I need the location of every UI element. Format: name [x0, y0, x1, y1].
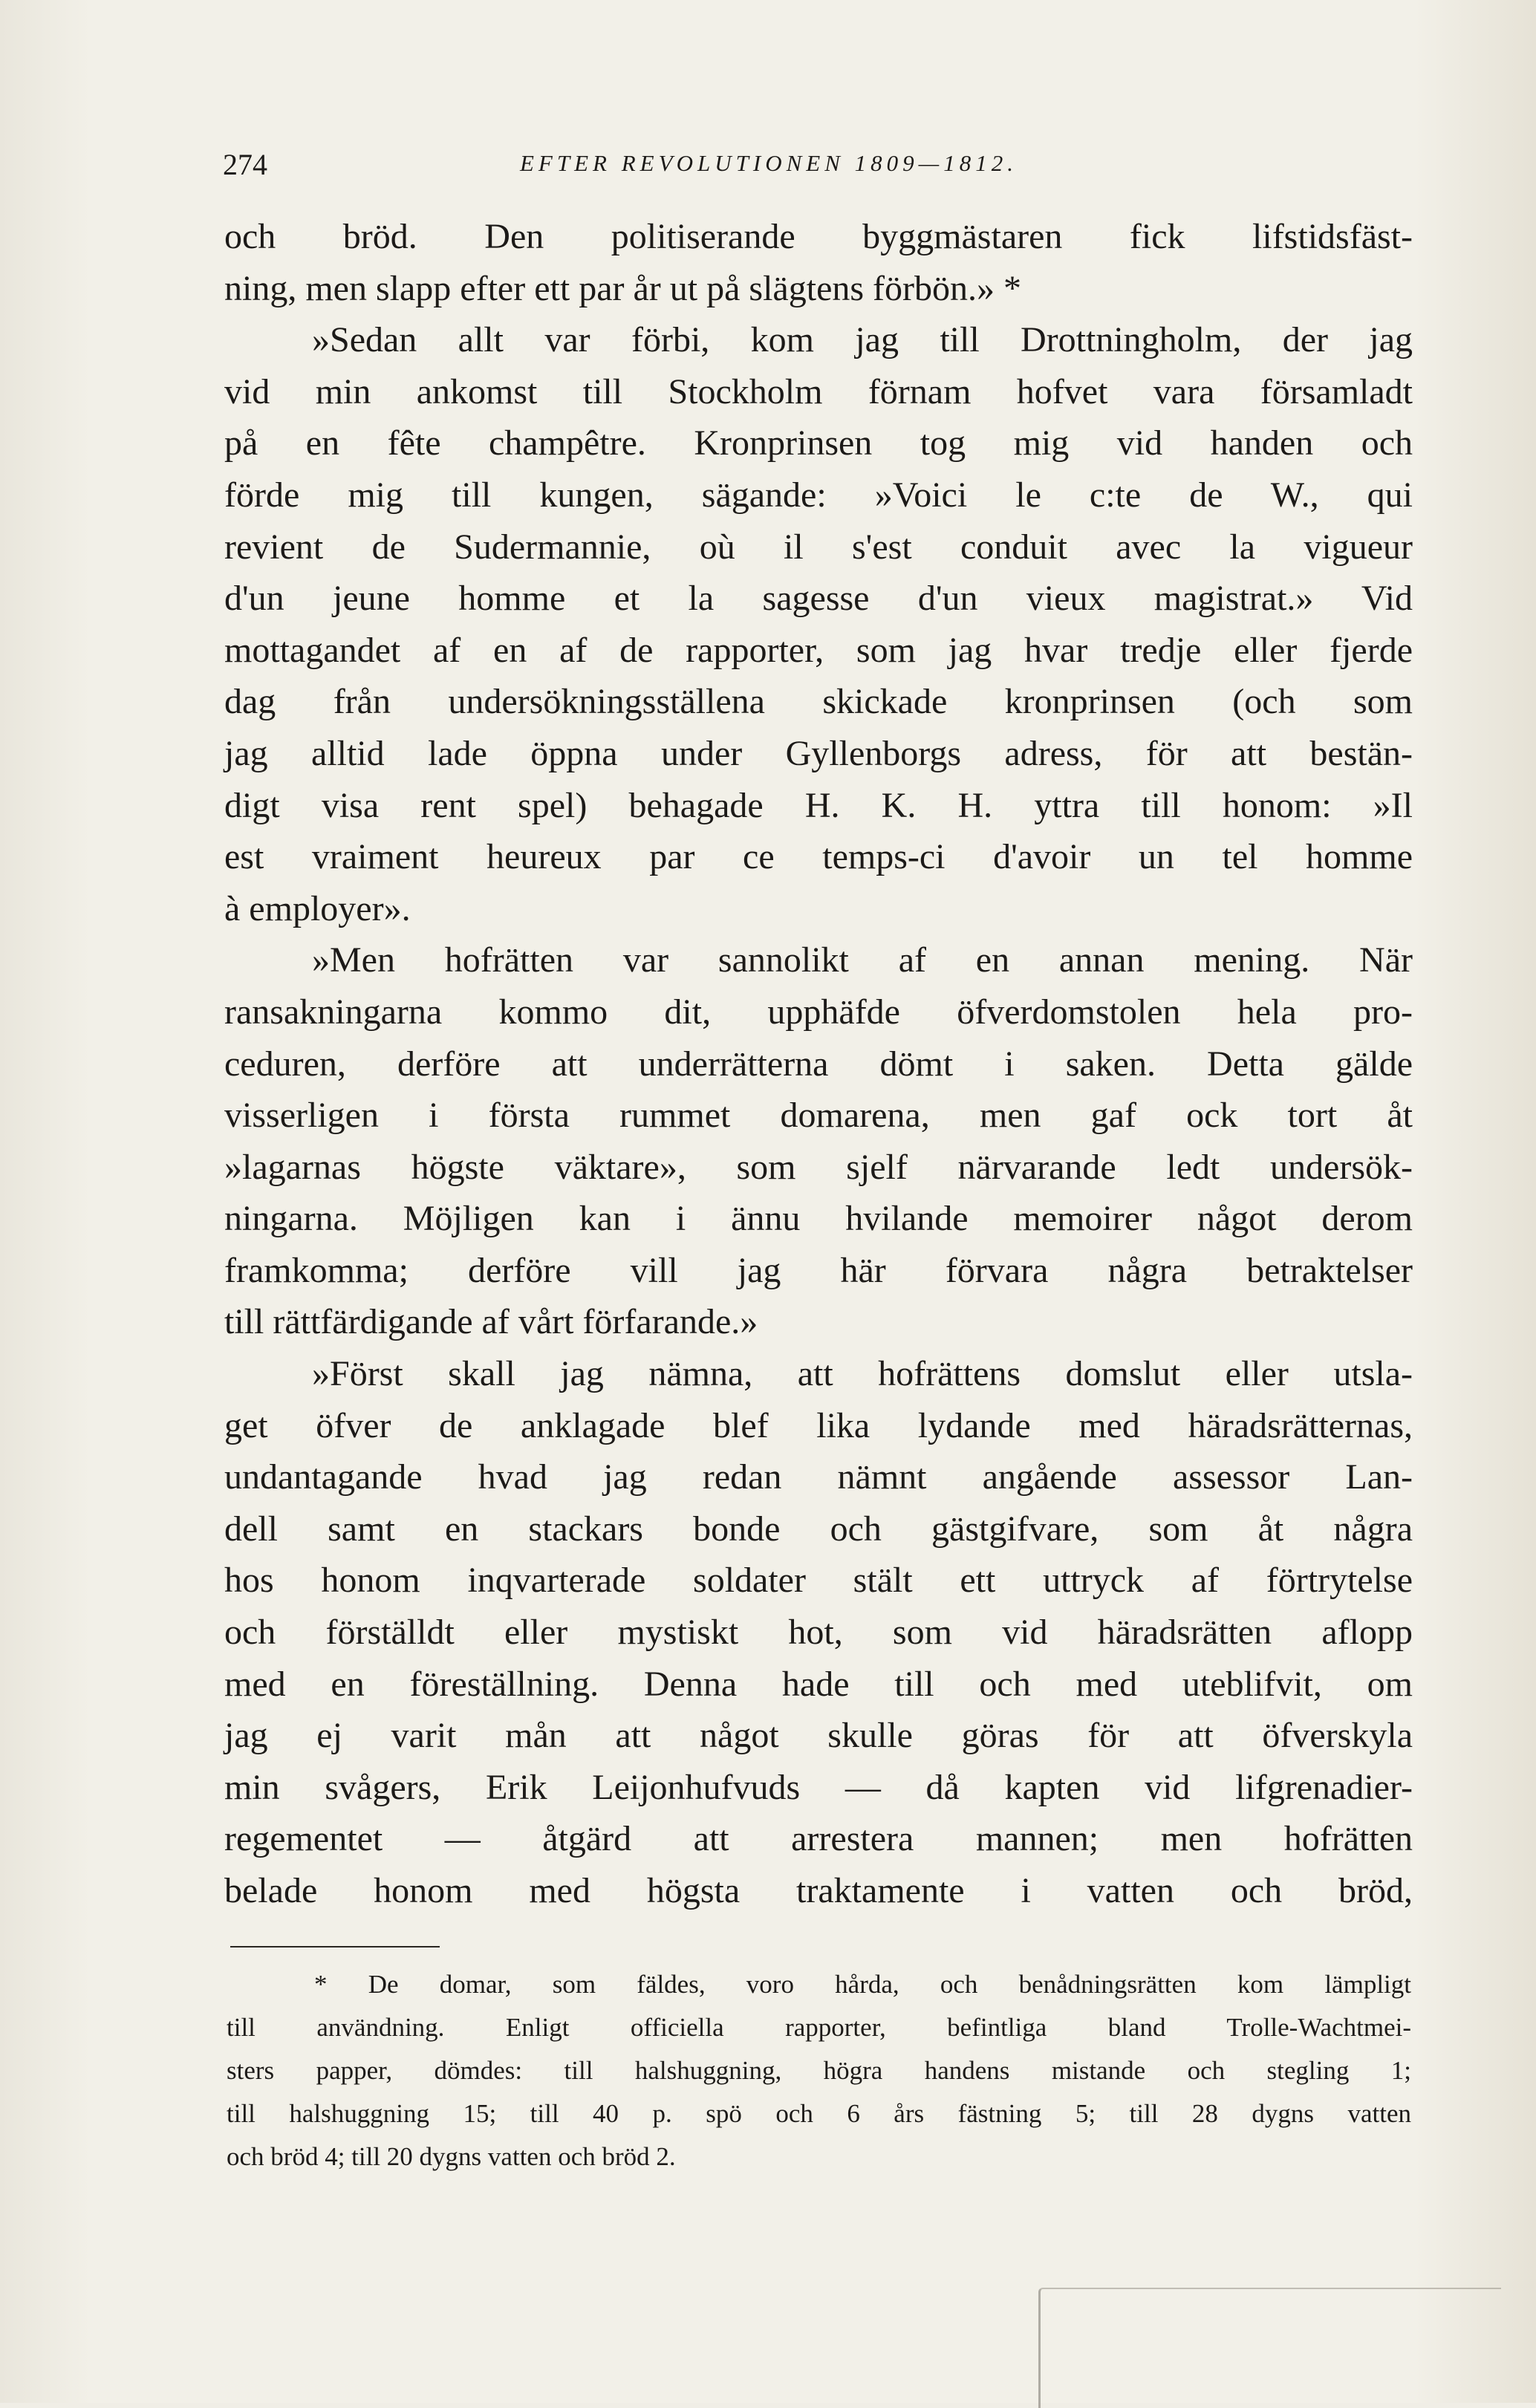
page-number: 274	[223, 148, 267, 181]
text-line: dag från undersökningsställena skickade kronprinsen (och som	[224, 682, 1413, 722]
footnote-line: till halshuggning 15; till 40 p. spö och 6 års fästning 5; till 28 dygns vatten	[227, 2099, 1411, 2128]
text-line: ningarna. Möjligen kan i ännu hvilande memoirer något derom	[224, 1199, 1413, 1239]
text-line: ransakningarna kommo dit, upphäfde öfverdomstolen hela pro-	[224, 992, 1413, 1032]
text-line: och förställdt eller mystiskt hot, som vid häradsrätten aflopp	[224, 1613, 1413, 1653]
running-header	[223, 141, 1411, 193]
text-line: ning, men slapp efter ett par år ut på slägtens förbön.» *	[224, 268, 1022, 308]
text-line: dell samt en stackars bonde och gästgifvare, som åt några	[224, 1509, 1413, 1549]
footnote-line: och bröd 4; till 20 dygns vatten och bröd 2.	[227, 2142, 676, 2171]
text-line: »lagarnas högste väktare», som sjelf närvarande ledt undersök-	[224, 1147, 1413, 1187]
text-line: förde mig till kungen, sägande: »Voici le c:te de W., qui	[224, 475, 1413, 515]
text-line: regementet — åtgärd att arrestera mannen; men hofrätten	[224, 1819, 1413, 1859]
text-line: framkomma; derföre vill jag här förvara några betraktelser	[224, 1250, 1413, 1290]
footnote-line: sters papper, dömdes: till halshuggning, högra handens mistande och stegling 1;	[227, 2056, 1411, 2085]
text-line: belade honom med högsta traktamente i vatten och bröd,	[224, 1871, 1413, 1910]
text-line: till rättfärdigande af vårt förfarande.»	[224, 1302, 758, 1342]
footnote-line: till användning. Enligt officiella rapporter, befintliga bland Trolle-Wachtmei-	[227, 2013, 1411, 2042]
text-line: hos honom inqvarterade soldater stält ett uttryck af förtrytelse	[224, 1561, 1413, 1601]
text-line: »Först skall jag nämna, att hofrättens domslut eller utsla-	[312, 1354, 1413, 1394]
text-line: på en fête champêtre. Kronprinsen tog mig vid handen och	[224, 423, 1413, 463]
text-line: undantagande hvad jag redan nämnt angående assessor Lan-	[224, 1457, 1413, 1497]
text-line: »Men hofrätten var sannolikt af en annan mening. När	[312, 940, 1413, 980]
page-corner-mark	[1038, 2288, 1501, 2408]
footnote-line: * De domar, som fäldes, voro hårda, och benådningsrätten kom lämpligt	[314, 1970, 1411, 1999]
text-line: à employer».	[224, 888, 411, 928]
text-line: ceduren, derföre att underrätterna dömt i saken. Detta gälde	[224, 1044, 1413, 1084]
footnote-divider	[230, 1946, 440, 1947]
running-title: EFTER REVOLUTIONEN 1809—1812.	[520, 150, 1018, 176]
text-line: mottagandet af en af de rapporter, som jag hvar tredje eller fjerde	[224, 630, 1413, 670]
text-line: min svågers, Erik Leijonhufvuds — då kapten vid lifgrenadier-	[224, 1767, 1413, 1807]
text-line: jag alltid lade öppna under Gyllenborgs adress, för att bestän-	[224, 733, 1413, 773]
text-line: och bröd. Den politiserande byggmästaren fick lifstidsfäst-	[224, 217, 1413, 256]
text-line: jag ej varit mån att något skulle göras för att öfverskyla	[224, 1716, 1413, 1756]
text-line: revient de Sudermannie, où il s'est conduit avec la vigueur	[224, 527, 1413, 567]
text-line: est vraiment heureux par ce temps-ci d'avoir un tel homme	[224, 837, 1413, 877]
text-line: vid min ankomst till Stockholm förnam hofvet vara församladt	[224, 371, 1413, 411]
text-line: visserligen i första rummet domarena, men gaf ock tort åt	[224, 1096, 1413, 1136]
text-line: get öfver de anklagade blef lika lydande med häradsrätternas,	[224, 1405, 1413, 1445]
text-line: digt visa rent spel) behagade H. K. H. yttra till honom: »Il	[224, 785, 1413, 825]
body-text	[224, 211, 1413, 1917]
text-line: med en föreställning. Denna hade till och med uteblifvit, om	[224, 1664, 1413, 1704]
text-line: »Sedan allt var förbi, kom jag till Drottningholm, der jag	[312, 320, 1413, 360]
text-line: d'un jeune homme et la sagesse d'un vieux magistrat.» Vid	[224, 579, 1413, 619]
footnote	[227, 1963, 1411, 2178]
